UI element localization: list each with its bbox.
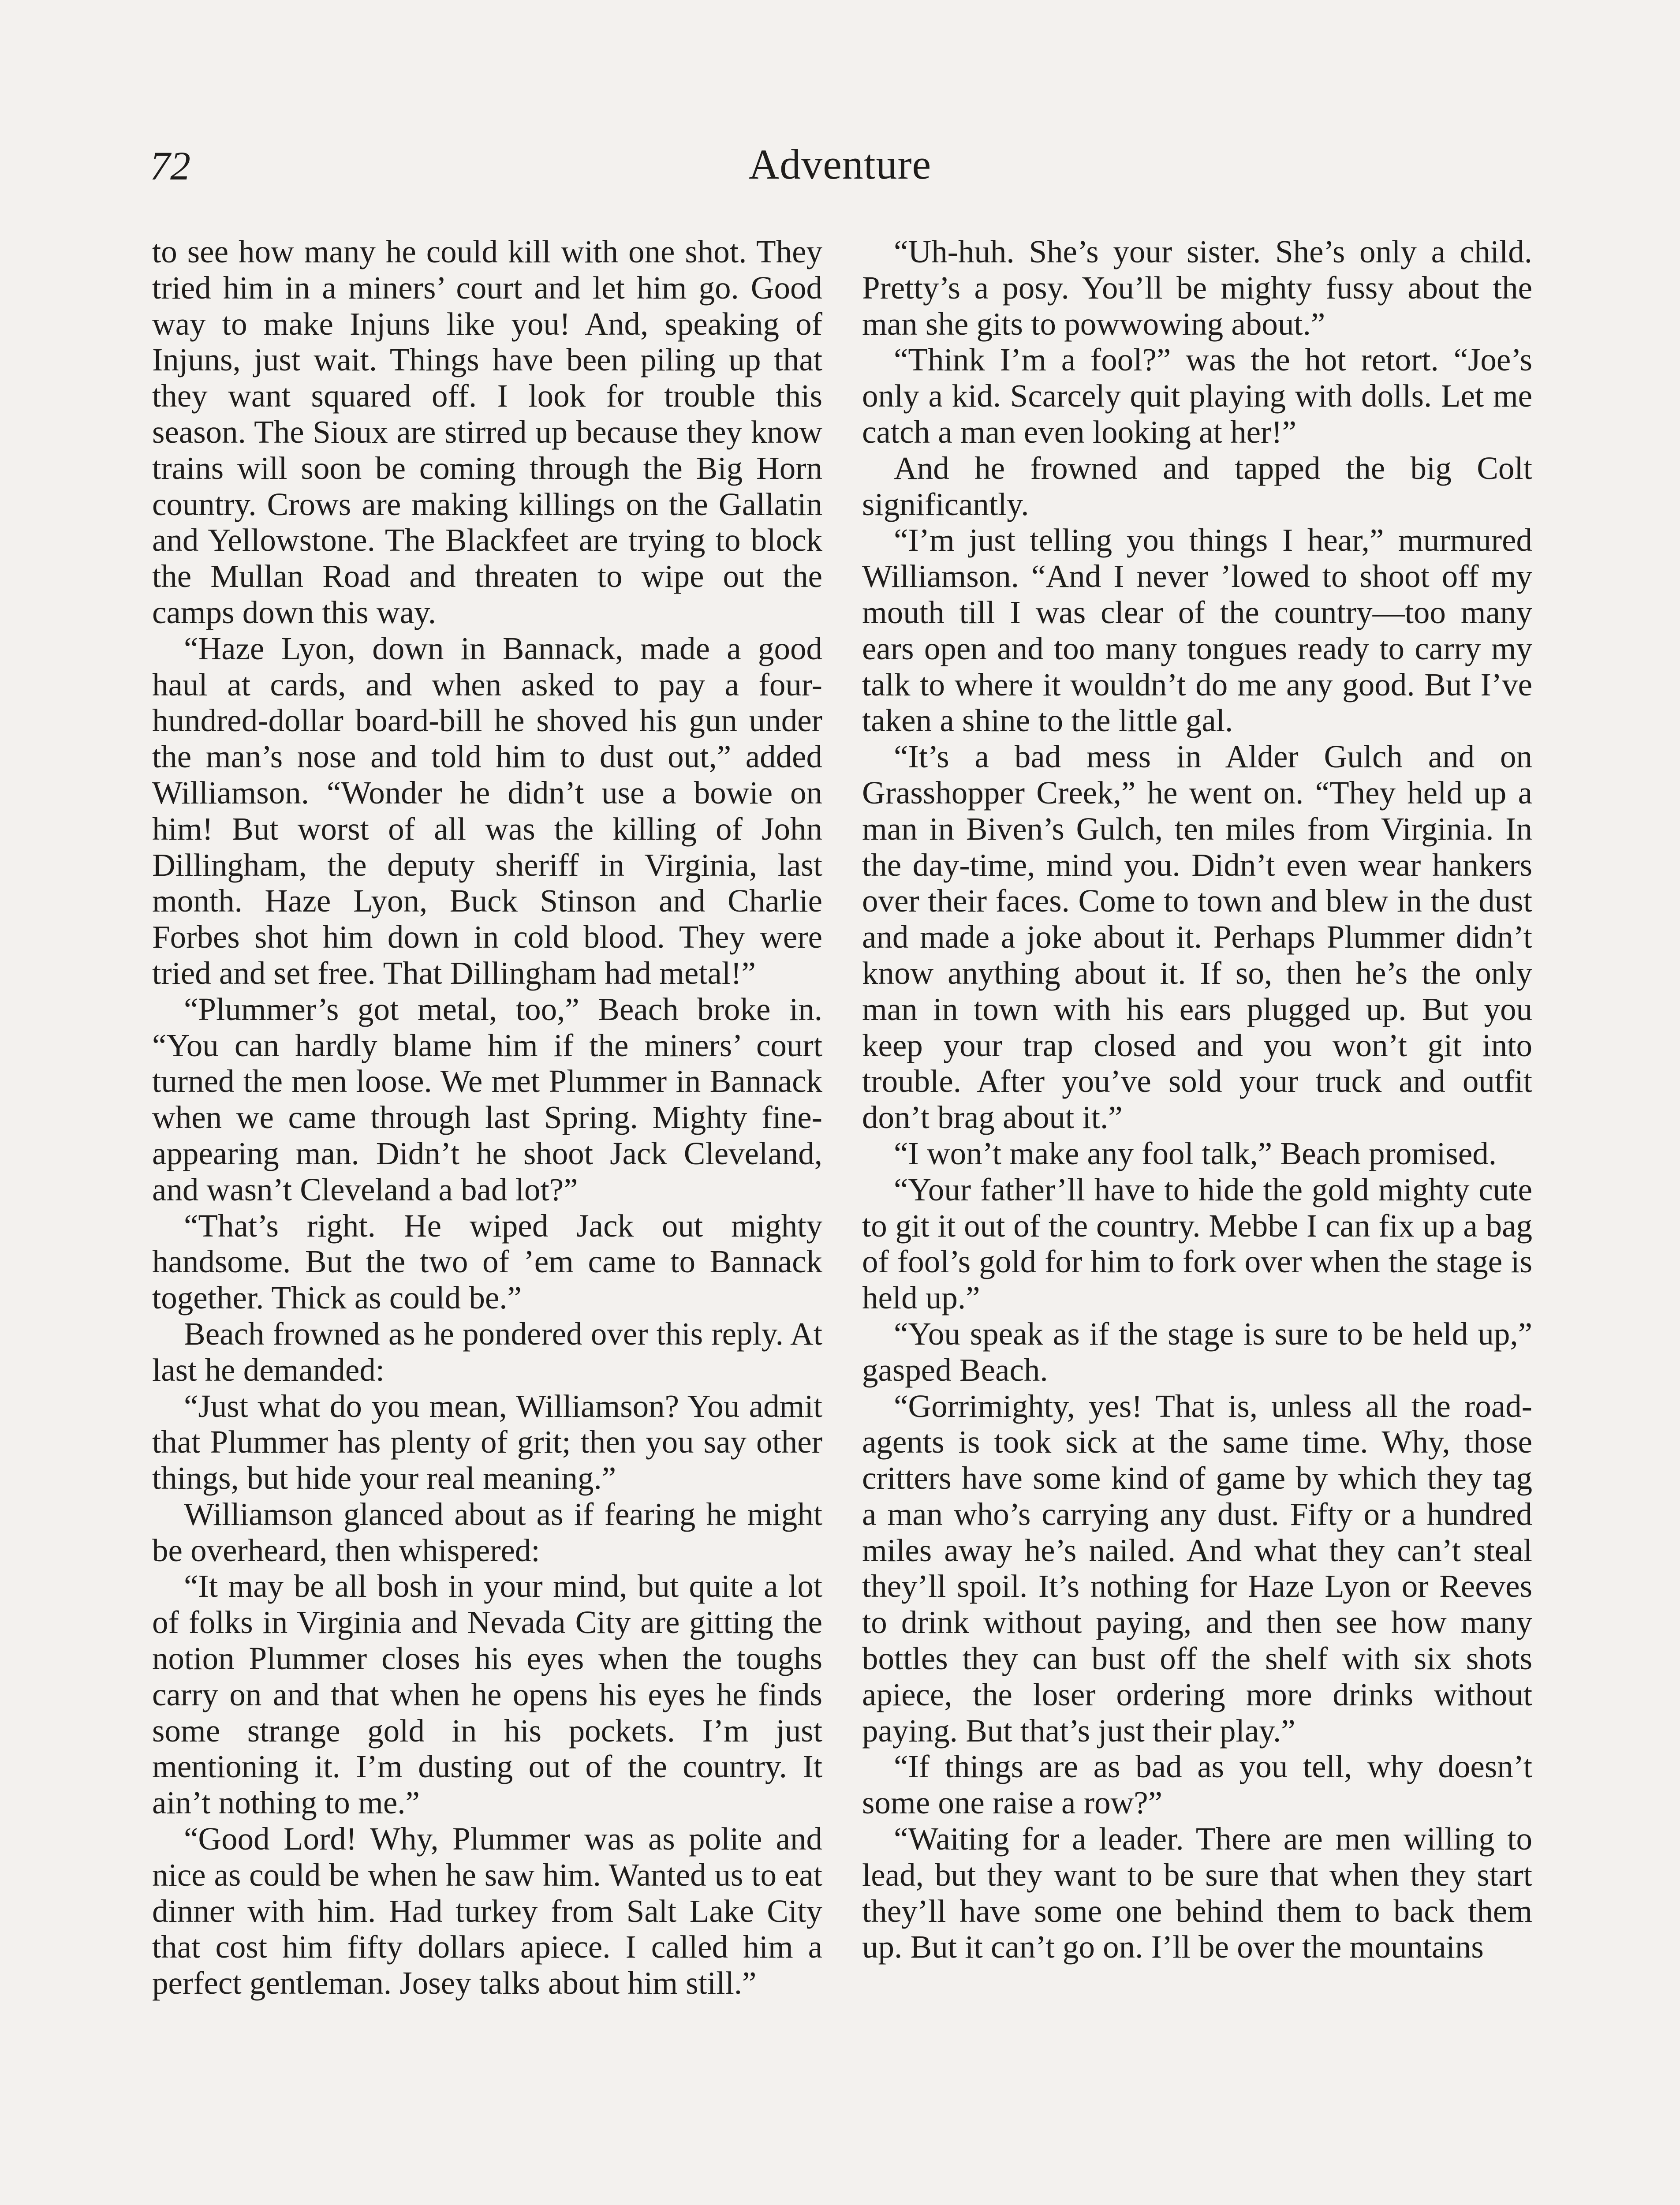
paragraph: “Good Lord! Why, Plummer was as polite and nice as could be when he saw him. Wanted us to eat dinner with him. Had turkey from Salt Lake City that cost him fifty dollars apiece. I called him a perfect gentleman. Josey talks about him still.”	[152, 1821, 822, 2001]
paragraph: to see how many he could kill with one shot. They tried him in a miners’ court and let him go. Good way to make Injuns like you! And, speaking of Injuns, just wait. Things have been piling up that they want squared off. I look for trouble this season. The Sioux are stirred up because they know trains will soon be coming through the Big Horn country. Crows are making killings on the Gallatin and Yellowstone. The Blackfeet are trying to block the Mullan Road and threaten to wipe out the camps down this way.	[152, 234, 822, 630]
right-column	[862, 234, 1532, 1965]
left-column	[152, 234, 822, 2001]
paragraph: “Just what do you mean, Williamson? You admit that Plummer has plenty of grit; then you say other things, but hide your real meaning.”	[152, 1388, 822, 1496]
paragraph: “Gorrimighty, yes! That is, unless all the road-agents is took sick at the same time. Why, those critters have some kind of game by which they tag a man who’s carrying any dust. Fifty or a hundred miles away he’s nailed. And what they can’t steal they’ll spoil. It’s nothing for Haze Lyon or Reeves to drink without paying, and then see how many bottles they can bust off the shelf with six shots apiece, the loser ordering more drinks without paying. But that’s just their play.”	[862, 1388, 1532, 1749]
paragraph: “I’m just telling you things I hear,” murmured Williamson. “And I never ’lowed to shoot off my mouth till I was clear of the country—too many ears open and too many tongues ready to carry my talk to where it wouldn’t do me any good. But I’ve taken a shine to the little gal.	[862, 522, 1532, 739]
paragraph: “Waiting for a leader. There are men willing to lead, but they want to be sure that when they start they’ll have some one behind them to back them up. But it can’t go on. I’ll be over the mountains	[862, 1821, 1532, 1965]
running-title: Adventure	[748, 141, 932, 188]
paragraph: Beach frowned as he pondered over this reply. At last he demanded:	[152, 1316, 822, 1388]
paragraph: “I won’t make any fool talk,” Beach promised.	[894, 1135, 1497, 1171]
paragraph: “It’s a bad mess in Alder Gulch and on Grasshopper Creek,” he went on. “They held up a man in Biven’s Gulch, ten miles from Virginia. In the day-time, mind you. Didn’t even wear hankers over their faces. Come to town and blew in the dust and made a joke about it. Perhaps Plummer didn’t know anything about it. If so, then he’s the only man in town with his ears plugged up. But you keep your trap closed and you won’t git into trouble. After you’ve sold your truck and outfit don’t brag about it.”	[862, 739, 1532, 1136]
paragraph: “Plummer’s got metal, too,” Beach broke in. “You can hardly blame him if the miners’ court turned the men loose. We met Plummer in Bannack when we came through last Spring. Mighty fine-appearing man. Didn’t he shoot Jack Cleveland, and wasn’t Cleveland a bad lot?”	[152, 991, 822, 1207]
paragraph: And he frowned and tapped the big Colt significantly.	[862, 450, 1532, 522]
paragraph: “If things are as bad as you tell, why doesn’t some one raise a row?”	[862, 1749, 1532, 1821]
paragraph: “Haze Lyon, down in Bannack, made a good haul at cards, and when asked to pay a four-hundred-dollar board-bill he shoved his gun under the man’s nose and told him to dust out,” added Williamson. “Wonder he didn’t use a bowie on him! But worst of all was the killing of John Dillingham, the deputy sheriff in Virginia, last month. Haze Lyon, Buck Stinson and Charlie Forbes shot him down in cold blood. They were tried and set free. That Dillingham had metal!”	[152, 630, 822, 991]
paragraph: “Your father’ll have to hide the gold mighty cute to git it out of the country. Mebbe I can fix up a bag of fool’s gold for him to fork over when the stage is held up.”	[862, 1171, 1532, 1316]
paragraph: “That’s right. He wiped Jack out mighty handsome. But the two of ’em came to Bannack together. Thick as could be.”	[152, 1207, 822, 1316]
paragraph: “Think I’m a fool?” was the hot retort. “Joe’s only a kid. Scarcely quit playing with dolls. Let me catch a man even looking at her!”	[862, 342, 1532, 450]
paragraph: “Uh-huh. She’s your sister. She’s only a child. Pretty’s a posy. You’ll be mighty fussy about the man she gits to powwowing about.”	[862, 234, 1532, 342]
page-number: 72	[150, 143, 190, 188]
paragraph: Williamson glanced about as if fearing he might be overheard, then whispered:	[152, 1496, 822, 1568]
paragraph: “It may be all bosh in your mind, but quite a lot of folks in Virginia and Nevada City are gitting the notion Plummer closes his eyes when the toughs carry on and that when he opens his eyes he finds some strange gold in his pockets. I’m just mentioning it. I’m dusting out of the country. It ain’t nothing to me.”	[152, 1568, 822, 1821]
paragraph: “You speak as if the stage is sure to be held up,” gasped Beach.	[862, 1316, 1532, 1388]
